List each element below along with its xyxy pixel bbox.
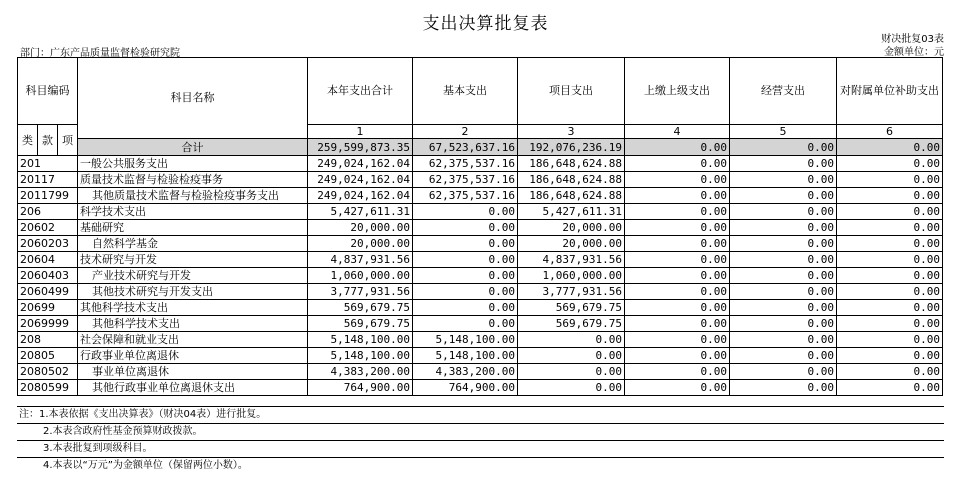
amount-cell: 186,648,624.88 [518, 188, 625, 204]
amount-cell: 569,679.75 [308, 300, 413, 316]
department-label: 部门：广东产品质量监督检验研究院 [20, 48, 180, 59]
subject-name: 产业技术研究与开发 [78, 268, 308, 284]
amount-cell: 186,648,624.88 [518, 172, 625, 188]
subject-code: 20805 [18, 348, 78, 364]
total-value: 259,599,873.35 [308, 139, 413, 156]
amount-cell: 0.00 [730, 236, 837, 252]
header-total: 本年支出合计 [308, 58, 413, 125]
table-row [18, 332, 943, 348]
amount-cell: 4,837,931.56 [308, 252, 413, 268]
amount-cell: 0.00 [518, 348, 625, 364]
report-title: 支出决算批复表 [422, 14, 549, 34]
header-code: 科目编码 [18, 58, 78, 125]
subject-name: 基础研究 [78, 220, 308, 236]
amount-cell: 0.00 [730, 172, 837, 188]
amount-cell: 0.00 [625, 188, 730, 204]
table-row [18, 364, 943, 380]
amount-cell: 0.00 [625, 172, 730, 188]
amount-cell: 0.00 [730, 300, 837, 316]
amount-cell: 0.00 [518, 332, 625, 348]
amount-cell: 0.00 [413, 300, 518, 316]
header-xiang: 项 [58, 125, 78, 156]
header-upper: 上缴上级支出 [625, 58, 730, 125]
table-row [18, 172, 943, 188]
amount-cell: 0.00 [837, 364, 943, 380]
amount-cell: 0.00 [625, 364, 730, 380]
note-line: 注：1.本表依据《支出决算表》（财决04表）进行批复。 [17, 406, 944, 424]
amount-cell: 0.00 [730, 284, 837, 300]
amount-cell: 20,000.00 [308, 236, 413, 252]
amount-cell: 0.00 [730, 268, 837, 284]
table-row [18, 300, 943, 316]
amount-cell: 0.00 [730, 348, 837, 364]
header-lei: 类 [18, 125, 38, 156]
amount-cell: 5,148,100.00 [308, 332, 413, 348]
amount-cell: 0.00 [730, 252, 837, 268]
subject-code: 20117 [18, 172, 78, 188]
table-row [18, 268, 943, 284]
header-kuan: 款 [38, 125, 58, 156]
amount-cell: 0.00 [837, 348, 943, 364]
subject-name: 其他行政事业单位离退休支出 [78, 380, 308, 396]
amount-cell: 0.00 [837, 220, 943, 236]
total-value: 0.00 [625, 139, 730, 156]
amount-cell: 0.00 [837, 300, 943, 316]
table-row [18, 252, 943, 268]
table-row [18, 316, 943, 332]
amount-cell: 5,427,611.31 [308, 204, 413, 220]
amount-cell: 1,060,000.00 [518, 268, 625, 284]
amount-cell: 0.00 [625, 156, 730, 172]
header-row [18, 58, 943, 125]
amount-cell: 764,900.00 [413, 380, 518, 396]
amount-cell: 20,000.00 [518, 236, 625, 252]
amount-cell: 20,000.00 [308, 220, 413, 236]
header-subsidy: 对附属单位补助支出 [837, 58, 943, 125]
amount-cell: 0.00 [837, 380, 943, 396]
amount-cell: 0.00 [837, 252, 943, 268]
subject-code: 20602 [18, 220, 78, 236]
subject-name: 技术研究与开发 [78, 252, 308, 268]
amount-cell: 3,777,931.56 [308, 284, 413, 300]
total-value: 192,076,236.19 [518, 139, 625, 156]
table-row [18, 284, 943, 300]
subject-code: 2080502 [18, 364, 78, 380]
subject-name: 行政事业单位离退休 [78, 348, 308, 364]
note-line: 4.本表以“万元”为金额单位（保留两位小数）。 [43, 460, 248, 471]
amount-cell: 0.00 [413, 252, 518, 268]
subject-name: 科学技术支出 [78, 204, 308, 220]
header-project: 项目支出 [518, 58, 625, 125]
subject-name: 事业单位离退休 [78, 364, 308, 380]
subject-code: 206 [18, 204, 78, 220]
header-basic: 基本支出 [413, 58, 518, 125]
amount-cell: 0.00 [730, 188, 837, 204]
amount-cell: 0.00 [730, 316, 837, 332]
amount-cell: 20,000.00 [518, 220, 625, 236]
amount-cell: 0.00 [837, 268, 943, 284]
col-num-1: 1 [308, 125, 413, 139]
amount-cell: 0.00 [837, 156, 943, 172]
amount-cell: 0.00 [625, 204, 730, 220]
subject-code: 2080599 [18, 380, 78, 396]
expenditure-table [17, 57, 943, 396]
amount-cell: 0.00 [625, 348, 730, 364]
table-row [18, 188, 943, 204]
amount-cell: 4,383,200.00 [413, 364, 518, 380]
amount-unit: 金额单位：元 [884, 47, 944, 58]
subject-code: 2060203 [18, 236, 78, 252]
amount-cell: 4,383,200.00 [308, 364, 413, 380]
amount-cell: 5,148,100.00 [413, 332, 518, 348]
col-num-2: 2 [413, 125, 518, 139]
amount-cell: 0.00 [625, 380, 730, 396]
amount-cell: 0.00 [625, 284, 730, 300]
table-row [18, 380, 943, 396]
subject-code: 2060499 [18, 284, 78, 300]
amount-cell: 0.00 [625, 268, 730, 284]
amount-cell: 5,148,100.00 [413, 348, 518, 364]
amount-cell: 249,024,162.04 [308, 188, 413, 204]
subject-name: 社会保障和就业支出 [78, 332, 308, 348]
col-num-4: 4 [625, 125, 730, 139]
amount-cell: 0.00 [730, 380, 837, 396]
subject-name: 一般公共服务支出 [78, 156, 308, 172]
note-line: 3.本表批复到项级科目。 [17, 441, 944, 458]
amount-cell: 62,375,537.16 [413, 156, 518, 172]
amount-cell: 62,375,537.16 [413, 172, 518, 188]
amount-cell: 0.00 [518, 380, 625, 396]
table-row [18, 220, 943, 236]
table-row [18, 236, 943, 252]
amount-cell: 0.00 [625, 332, 730, 348]
subject-name: 质量技术监督与检验检疫事务 [78, 172, 308, 188]
amount-cell: 0.00 [413, 268, 518, 284]
amount-cell: 0.00 [837, 284, 943, 300]
col-num-5: 5 [730, 125, 837, 139]
subject-code: 20699 [18, 300, 78, 316]
amount-cell: 0.00 [837, 204, 943, 220]
total-value: 67,523,637.16 [413, 139, 518, 156]
amount-cell: 4,837,931.56 [518, 252, 625, 268]
amount-cell: 569,679.75 [308, 316, 413, 332]
header-business: 经营支出 [730, 58, 837, 125]
note-line: 2.本表含政府性基金预算财政拨款。 [17, 424, 944, 441]
subject-code: 2069999 [18, 316, 78, 332]
total-value: 0.00 [837, 139, 943, 156]
amount-cell: 0.00 [730, 332, 837, 348]
amount-cell: 0.00 [625, 236, 730, 252]
amount-cell: 186,648,624.88 [518, 156, 625, 172]
col-num-3: 3 [518, 125, 625, 139]
amount-cell: 0.00 [730, 204, 837, 220]
amount-cell: 62,375,537.16 [413, 188, 518, 204]
subject-name: 其他技术研究与开发支出 [78, 284, 308, 300]
total-value: 0.00 [730, 139, 837, 156]
col-num-6: 6 [837, 125, 943, 139]
amount-cell: 0.00 [730, 364, 837, 380]
subject-name: 自然科学基金 [78, 236, 308, 252]
form-code: 财决批复03表 [881, 34, 944, 45]
subject-code: 208 [18, 332, 78, 348]
amount-cell: 764,900.00 [308, 380, 413, 396]
amount-cell: 0.00 [730, 220, 837, 236]
total-label: 合计 [78, 139, 308, 156]
subject-code: 2011799 [18, 188, 78, 204]
amount-cell: 0.00 [413, 316, 518, 332]
amount-cell: 0.00 [413, 220, 518, 236]
amount-cell: 0.00 [837, 316, 943, 332]
amount-cell: 5,148,100.00 [308, 348, 413, 364]
amount-cell: 569,679.75 [518, 316, 625, 332]
subject-name: 其他科学技术支出 [78, 300, 308, 316]
table-row [18, 156, 943, 172]
amount-cell: 0.00 [413, 236, 518, 252]
amount-cell: 0.00 [625, 220, 730, 236]
amount-cell: 0.00 [625, 316, 730, 332]
amount-cell: 0.00 [730, 156, 837, 172]
amount-cell: 1,060,000.00 [308, 268, 413, 284]
amount-cell: 0.00 [837, 236, 943, 252]
amount-cell: 0.00 [837, 188, 943, 204]
amount-cell: 249,024,162.04 [308, 172, 413, 188]
amount-cell: 0.00 [837, 172, 943, 188]
amount-cell: 0.00 [625, 300, 730, 316]
total-row [18, 139, 943, 156]
table-row [18, 348, 943, 364]
amount-cell: 5,427,611.31 [518, 204, 625, 220]
subject-code: 2060403 [18, 268, 78, 284]
subject-code: 20604 [18, 252, 78, 268]
subject-code: 201 [18, 156, 78, 172]
table-row [18, 204, 943, 220]
amount-cell: 249,024,162.04 [308, 156, 413, 172]
amount-cell: 0.00 [837, 332, 943, 348]
amount-cell: 3,777,931.56 [518, 284, 625, 300]
subject-name: 其他科学技术支出 [78, 316, 308, 332]
subject-name: 其他质量技术监督与检验检疫事务支出 [78, 188, 308, 204]
notes-section [17, 406, 944, 474]
header-name: 科目名称 [78, 58, 308, 139]
amount-cell: 0.00 [413, 204, 518, 220]
amount-cell: 0.00 [518, 364, 625, 380]
amount-cell: 0.00 [413, 284, 518, 300]
amount-cell: 0.00 [625, 252, 730, 268]
amount-cell: 569,679.75 [518, 300, 625, 316]
